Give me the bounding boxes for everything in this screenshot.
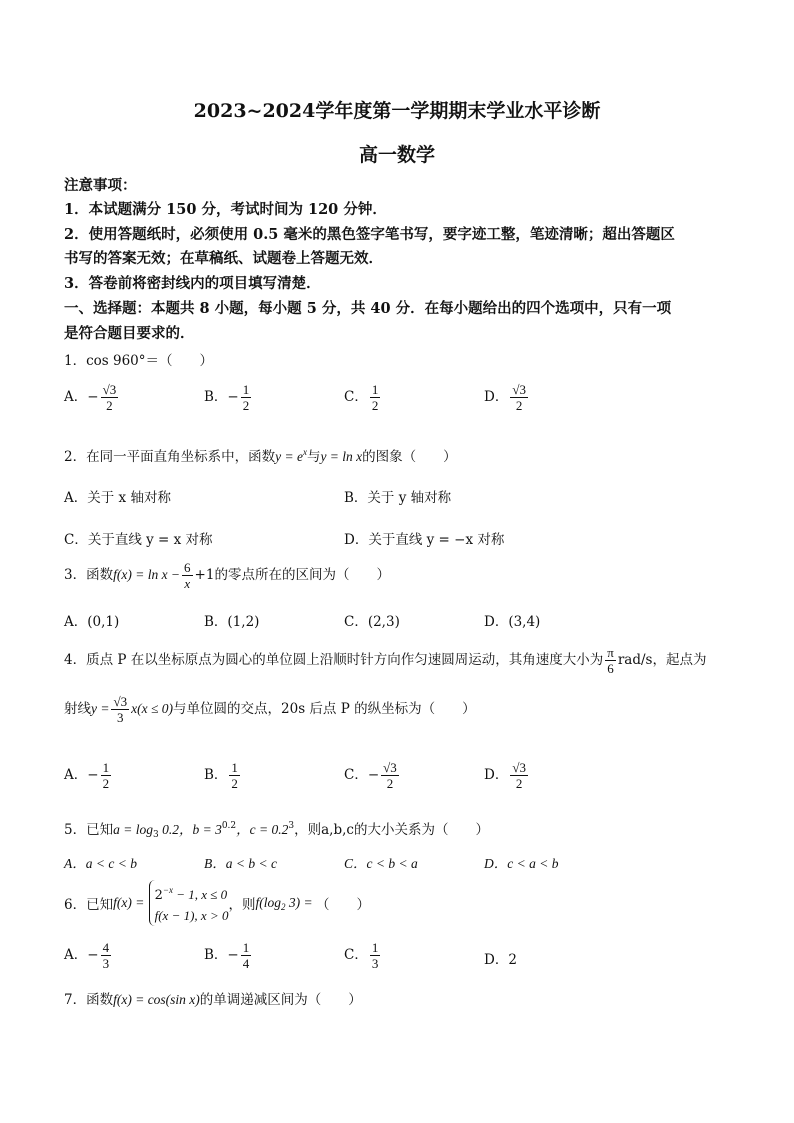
- section-1-heading-line-2: 是符合题目要求的．: [64, 325, 195, 342]
- fraction: $\frac{1}{2}$: [231, 760, 238, 791]
- question-4-option-a: A．− $\frac{1}{2}$: [64, 760, 110, 791]
- fraction: $\frac{1}{4}$: [242, 940, 250, 971]
- question-6-option-d: D．2: [484, 952, 517, 968]
- question-1-option-d: [484, 382, 530, 413]
- exam-subtitle: 高一数学: [358, 144, 435, 166]
- question-1-option-b: [204, 382, 253, 413]
- notice-item-2-line-1: 2．使用答题纸时，必须使用 0.5 毫米的黑色签字笔书写，要字迹工整，笔迹清晰；超出答题区: [64, 226, 675, 243]
- fraction: $\frac{√3}{3}$: [113, 694, 128, 725]
- fraction: $\frac{√3}{2}$: [383, 760, 397, 791]
- option-sign: −: [87, 389, 99, 405]
- question-4-option-b: B． $\frac{1}{2}$: [204, 760, 238, 791]
- question-6-option-c: C． $\frac{1}{3}$: [344, 940, 379, 971]
- fraction: $\frac{1}{2}$: [242, 382, 250, 413]
- section-1-heading-line-1: 一、选择题：本题共 8 小题，每小题 5 分，共 40 分．在每小题给出的四个选项中，只有一项: [64, 300, 672, 317]
- sqrt-symbol: √: [102, 382, 110, 397]
- sqrt-symbol: √: [383, 760, 391, 775]
- fraction: $\frac{4}{3}$: [102, 940, 110, 971]
- question-1-option-c: [344, 382, 382, 413]
- question-3-option-b: B．(1,2): [204, 614, 260, 630]
- question-5-option-b: B．a < b < c: [204, 856, 277, 871]
- question-4-option-c: C．− $\frac{√3}{2}$: [344, 760, 397, 791]
- question-5-stem: 5．已知$a = \log_3 0.2$，$b = 3^{0.2}$，$c = 0.2^3$，则a,b,c的大小关系为（ ）: [64, 821, 489, 840]
- fraction: $\frac{√3}{2}$: [512, 382, 526, 413]
- question-5-option-d: D．c < a < b: [484, 856, 559, 871]
- sqrt-symbol: √: [512, 760, 520, 775]
- notice-item-1: 1．本试题满分 150 分，考试时间为 120 分钟．: [64, 201, 387, 218]
- sqrt-symbol: √: [512, 382, 520, 397]
- question-6-option-b: B．− $\frac{1}{4}$: [204, 940, 250, 971]
- question-1-stem: 1．cos 960°＝（ ）: [64, 353, 214, 369]
- question-2-option-c: C．关于直线 y = x 对称: [64, 532, 213, 548]
- fraction: $\frac{√3}{2}$: [102, 382, 117, 413]
- question-3-option-d: D．(3,4): [484, 614, 541, 630]
- question-2-stem: 2．在同一平面直角坐标系中，函数$y = e^x$与y = ln x的图象（ ）: [64, 447, 457, 465]
- question-2-option-a: A．关于 x 轴对称: [64, 490, 171, 506]
- notice-item-2-line-2: 书写的答案无效；在草稿纸、试题卷上答题无效．: [64, 250, 383, 267]
- fraction: $\frac{1}{2}$: [371, 382, 379, 413]
- question-3-option-c: C．(2,3): [344, 614, 400, 630]
- option-sign: −: [227, 389, 239, 405]
- piecewise-brace: $2^{-x} - 1$, x ≤ 0 f(x − 1), x > 0: [149, 880, 229, 926]
- question-2-option-d: D．关于直线 y = −x 对称: [344, 532, 505, 548]
- question-4-stem-line-1: 4．质点 P 在以坐标原点为圆心的单位圆上沿顺时针方向作匀速圆周运动，其角速度大小为 $\frac{\pi}{6}$ rad/s，起点为: [64, 645, 707, 676]
- exam-title: 2023~2024学年度第一学期期末学业水平诊断: [193, 100, 601, 122]
- fraction: $\frac{1}{3}$: [371, 940, 379, 971]
- fraction: $\frac{6}{x}$: [184, 560, 191, 591]
- question-3-option-a: A．(0,1): [64, 614, 120, 630]
- question-4-stem-line-2: 射线y = $\frac{√3}{3}$ x(x ≤ 0)与单位圆的交点，20s 后点 P 的纵坐标为（ ）: [64, 694, 476, 725]
- question-5-option-c: C．c < b < a: [344, 856, 418, 871]
- question-7-stem: 7．函数f(x) = cos(sin x)的单调递减区间为（ ）: [64, 992, 362, 1008]
- sqrt-symbol: √: [113, 694, 121, 709]
- option-label: D．: [484, 389, 509, 405]
- question-5-option-a: A．a < c < b: [64, 856, 137, 871]
- fraction: $\frac{\pi}{6}$: [607, 645, 614, 676]
- question-2-option-b: B．关于 y 轴对称: [344, 490, 452, 506]
- question-1-option-a: [64, 382, 120, 413]
- notice-item-3: 3．答卷前将密封线内的项目填写清楚．: [64, 275, 321, 292]
- question-6-stem: 6．已知f(x) = $2^{-x} - 1$, x ≤ 0 f(x − 1), x > 0 ，则$f(\log_2$ 3) = （ ）: [64, 880, 370, 926]
- question-4-option-d: D． $\frac{√3}{2}$: [484, 760, 526, 791]
- option-label: A．: [64, 389, 88, 405]
- fraction: $\frac{√3}{2}$: [512, 760, 526, 791]
- option-label: B．: [204, 389, 228, 405]
- question-3-stem: 3．函数f(x) = ln x − $\frac{6}{x}$ +1的零点所在的区间为（ ）: [64, 560, 390, 591]
- notice-heading: 注意事项：: [64, 177, 137, 194]
- option-label: C．: [344, 389, 368, 405]
- fraction: $\frac{1}{2}$: [102, 760, 110, 791]
- question-6-option-a: A．− $\frac{4}{3}$: [64, 940, 110, 971]
